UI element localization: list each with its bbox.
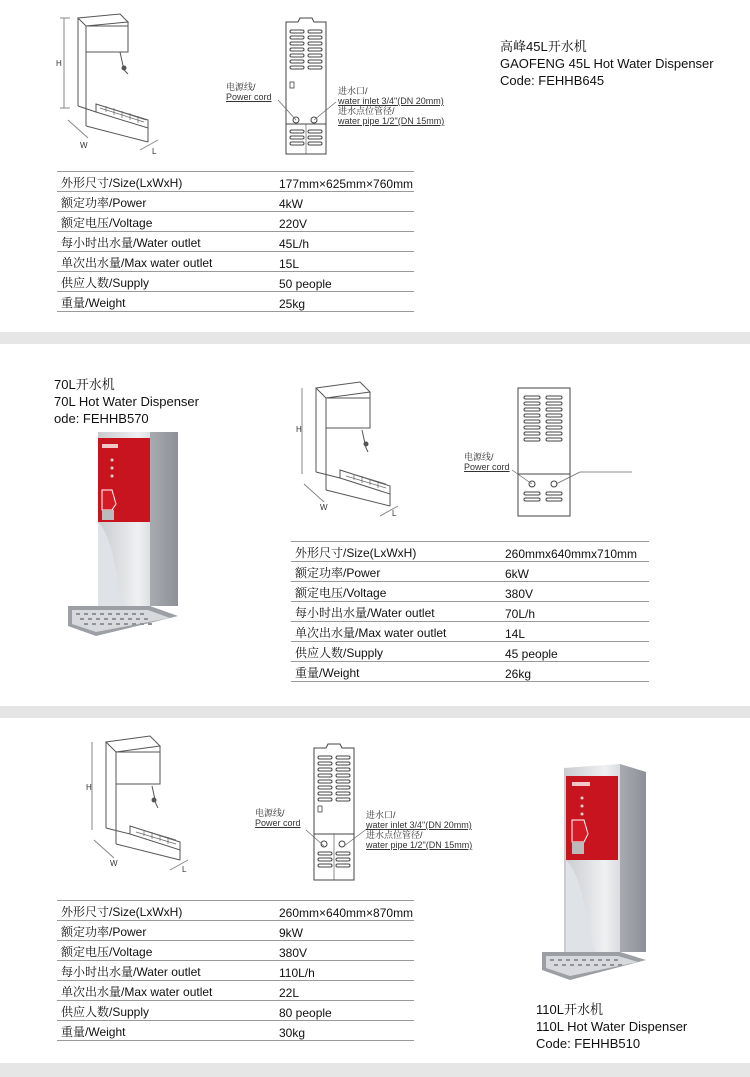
product-title-block — [54, 376, 199, 427]
spec-row: 额定电压/Voltage 380V — [291, 582, 649, 602]
dim-w-label: W — [110, 859, 118, 868]
product-title-block — [536, 1001, 687, 1052]
spec-row: 供应人数/Supply 45 people — [291, 642, 649, 662]
section-divider — [0, 332, 750, 344]
product-code: Code: FEHHB510 — [536, 1036, 641, 1051]
dim-l-label: L — [152, 147, 157, 156]
spec-row: 外形尺寸/Size(LxWxH) 260mm×640mm×870mm — [57, 901, 414, 921]
product-title-en: 70L Hot Water Dispenser — [54, 394, 199, 409]
product-title-en: GAOFENG 45L Hot Water Dispenser — [500, 56, 714, 71]
spec-row: 供应人数/Supply 50 people — [57, 272, 414, 292]
product-photo — [66, 430, 182, 646]
product-title-cn: 110L开水机 — [536, 1002, 603, 1017]
spec-row: 每小时出水量/Water outlet 70L/h — [291, 602, 649, 622]
dim-l-label: L — [392, 509, 397, 518]
spec-row: 单次出水量/Max water outlet 15L — [57, 252, 414, 272]
spec-row: 额定功率/Power 4kW — [57, 192, 414, 212]
power-cord-callout: 电源线/ Power cord — [255, 808, 301, 828]
dim-h-label: H — [56, 59, 62, 68]
spec-row: 重量/Weight 30kg — [57, 1021, 414, 1041]
spec-table — [291, 541, 649, 682]
section-divider — [0, 1063, 750, 1077]
power-cord-callout: 电源线/ Power cord — [226, 82, 272, 102]
product-title-cn: 高峰45L开水机 — [500, 39, 587, 54]
dim-h-label: H — [86, 783, 92, 792]
spec-row: 额定电压/Voltage 380V — [57, 941, 414, 961]
dimension-drawing — [82, 734, 202, 880]
spec-table — [57, 171, 414, 312]
spec-row: 外形尺寸/Size(LxWxH) 260mmx640mmx710mm — [291, 542, 649, 562]
product-code: ode: FEHHB570 — [54, 411, 149, 426]
rear-panel-drawing — [282, 16, 332, 158]
water-inlet-callout: 进水口/ water inlet 3/4"(DN 20mm) 进水点位管径/ water pipe 1/2"(DN 15mm) — [366, 810, 473, 850]
spec-row: 外形尺寸/Size(LxWxH) 177mm×625mm×760mm — [57, 172, 414, 192]
dim-w-label: W — [320, 503, 328, 512]
dim-h-label: H — [296, 425, 302, 434]
spec-row: 额定功率/Power 6kW — [291, 562, 649, 582]
section-divider — [0, 706, 750, 718]
dimension-drawing — [290, 378, 410, 520]
product-title-cn: 70L开水机 — [54, 377, 115, 392]
spec-row: 每小时出水量/Water outlet 110L/h — [57, 961, 414, 981]
power-cord-callout: 电源线/ Power cord — [464, 452, 510, 472]
spec-row: 每小时出水量/Water outlet 45L/h — [57, 232, 414, 252]
spec-row: 重量/Weight 25kg — [57, 292, 414, 312]
product-code: Code: FEHHB645 — [500, 73, 605, 88]
dim-w-label: W — [80, 141, 88, 150]
spec-table — [57, 900, 414, 1041]
water-inlet-callout: 进水口/ water inlet 3/4"(DN 20mm) 进水点位管径/ water pipe 1/2"(DN 15mm) — [338, 86, 445, 126]
dim-l-label: L — [182, 865, 187, 874]
spec-row: 供应人数/Supply 80 people — [57, 1001, 414, 1021]
spec-row: 额定功率/Power 9kW — [57, 921, 414, 941]
spec-row: 单次出水量/Max water outlet 22L — [57, 981, 414, 1001]
product-title-block — [500, 38, 714, 89]
product-title-en: 110L Hot Water Dispenser — [536, 1019, 688, 1034]
spec-row: 重量/Weight 26kg — [291, 662, 649, 682]
callout-lines — [490, 460, 640, 500]
rear-panel-drawing — [310, 742, 360, 884]
spec-row: 额定电压/Voltage 220V — [57, 212, 414, 232]
product-photo — [540, 762, 650, 988]
spec-row: 单次出水量/Max water outlet 14L — [291, 622, 649, 642]
dimension-drawing — [48, 8, 168, 158]
